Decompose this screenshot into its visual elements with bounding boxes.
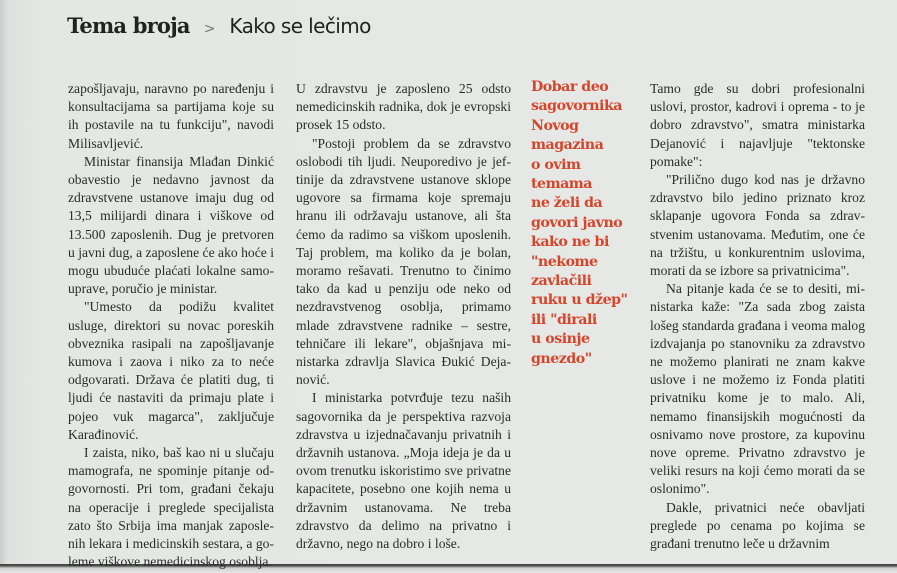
pull-quote-line: temama xyxy=(531,176,592,193)
article-column-4 xyxy=(650,80,865,553)
pull-quote-line: ili "dirali xyxy=(531,311,597,328)
article-column-1 xyxy=(68,80,274,571)
paragraph: Dakle, privatnici neće obavljati preglede po cenama po kojima se građani trenutno leče u državnim xyxy=(650,499,865,552)
pull-quote-line: u osinje xyxy=(531,331,590,348)
pull-quote-line: sagovornika xyxy=(531,98,622,115)
paragraph: "Prilično dugo kod nas je državno zdravstvo bilo jedino priznato kroz sklapanje ugovora Fonda sa zdravstvenim ustanovama. Međutim, one će na tržištu, u konkurentnim uslovima, morati da se izbore sa privatnicima". xyxy=(650,172,865,279)
chevron-right-icon: > xyxy=(203,21,216,37)
pull-quote-line: govori javno xyxy=(531,214,623,231)
pull-quote-line: magazina xyxy=(531,137,604,154)
paragraph: "Umesto da podižu kvalitet usluge, direktori su novac poreskih obveznika rasipali na zapošljavanje kumova i zaova i niko za to neće odgovarati. Država će platiti dug, ti ljudi će nastaviti da primaju plate i pojeo vuk magarca", zaključuje Karađinović. xyxy=(68,299,274,442)
paragraph: Na pitanje kada će se to desiti, ministarka kaže: "Za sada zbog zaista lošeg standarda građana i veoma malog izdvajanja po stanovniku za zdravstvo ne možemo planirati ne znam kakve uslove i ne možemo iz Fonda platiti privatniku kome je to malo. Ali, nemamo finansijskih mogućnosti da osnivamo nove prostore, za kupovinu nove opreme. Privatno zdravstvo je veliki resurs na koji ćemo morati da se oslonimo". xyxy=(650,281,865,497)
pull-quote-line: ne želi da xyxy=(531,195,603,212)
pull-quote-line: ruku u džep" xyxy=(531,292,628,309)
pull-quote-line: zavlačili xyxy=(531,273,592,290)
pull-quote-line: Novog xyxy=(531,117,579,134)
article-column-2 xyxy=(296,80,511,553)
pull-quote-line: kako ne bi xyxy=(531,234,609,251)
paragraph: I ministarka potvrđuje tezu naših sagovornika da je perspektiva razvoja zdravstva u izjednačavanju privatnih i državnih ustanova. „Moja ideja je da u ovom trenutku iskoristimo sve privatne kapacitete, posebno one kojih nema u državnim ustanovama. Ne treba zdravstvo da delimo na privatno i državno, nego na dobro i loše. xyxy=(296,390,511,552)
pull-quote xyxy=(531,78,641,369)
pull-quote-line: o ovim xyxy=(531,156,581,173)
paragraph: zapošljavaju, naravno po naređenju i konsultacijama sa partijama koje su ih postavile na tu funkciju", navodi Milisavljević. xyxy=(68,81,274,151)
pull-quote-line: gnezdo" xyxy=(531,350,592,367)
paragraph: I zaista, niko, baš kao ni u slučaju mamografa, ne spominje pitanje odgovornosti. Pri tom, građani čekaju na operacije i preglede specijalista zato što Srbija ima manjak zaposlenih lekara i medicinskih sestara, a goleme viškove nemedicinskog osoblja. xyxy=(68,445,274,570)
paragraph: Ministar finansija Mlađan Dinkić obavestio je nedavno javnost da zdravstvene ustanove imaju dug od 13,5 milijardi dinara i viškove od 13.500 zaposlenih. Dug je pretvoren u javni dug, a zaposlene će ako hoće i mogu ubuduće plaćati lokalne samouprave, poručio je ministar. xyxy=(68,153,274,297)
topic-title: Kako se lečimo xyxy=(229,14,371,38)
paragraph: Tamo gde su dobri profesionalni uslovi, prostor, kadrovi i oprema - to je dobro zdravstvo", smatra ministarka Dejanović i najavljuje "tektonske pomake": xyxy=(650,81,865,169)
paragraph: "Postoji problem da se zdravstvo oslobodi tih ljudi. Neuporedivo je jeftinije da zdravstvene ustanove sklope ugovore sa firmama koje spremaju hranu ili održavaju ustanove, ali šta ćemo da radimo sa viškom uposlenih. Taj problem, ma koliko da je bolan, moramo rešavati. Trenutno to činimo tako da kad u penziju ode neko od nezdravstvenog osoblja, primamo mlade zdravstvene radnike – sestre, tehničare ili lekare", objašnjava ministarka zdravlja Slavica Đukić Dejanović. xyxy=(296,135,511,388)
section-title: Tema broja xyxy=(67,13,190,38)
paragraph: U zdravstvu je zaposleno 25 odsto nemedicinskih radnika, dok je evropski prosek 15 odsto. xyxy=(296,81,511,133)
pull-quote-line: "nekome xyxy=(531,253,598,270)
pull-quote-line: Dobar deo xyxy=(531,79,609,95)
section-header xyxy=(67,13,371,43)
